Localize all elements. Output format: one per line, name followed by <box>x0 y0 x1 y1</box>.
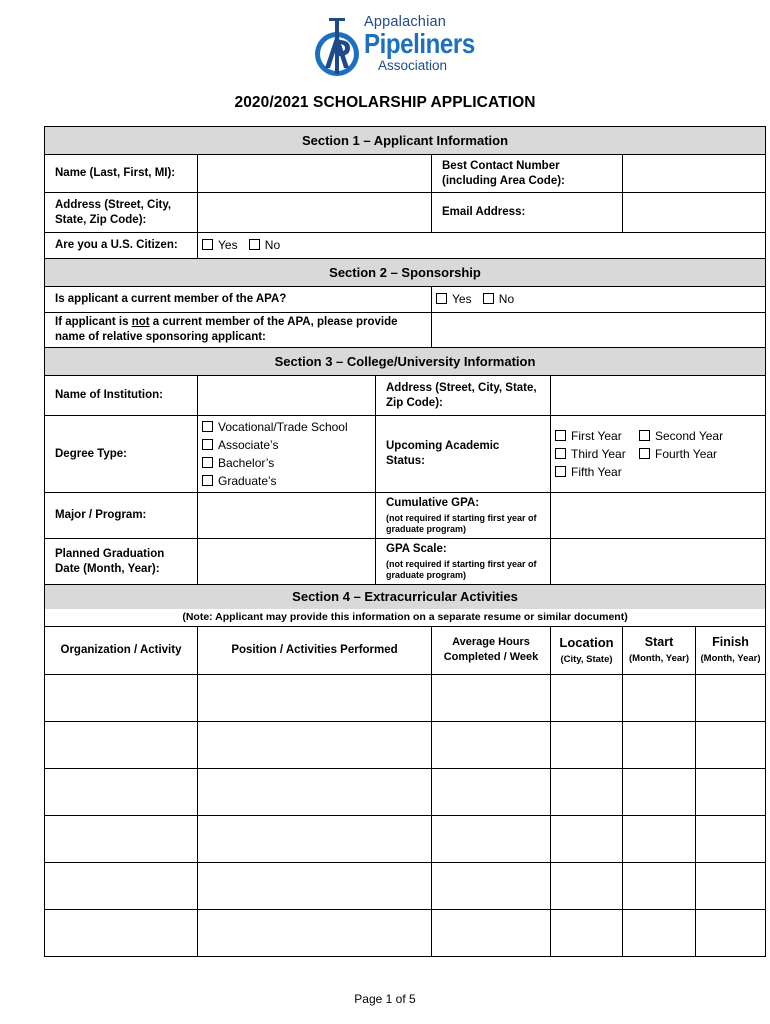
degree-vocational-label: Vocational/Trade School <box>218 420 348 434</box>
status-fifth-year-checkbox[interactable] <box>555 466 566 477</box>
apa-member-options <box>432 287 766 313</box>
status-fourth-year-checkbox[interactable] <box>639 448 650 459</box>
gpa-scale-note: (not required if starting first year of graduate program) <box>386 559 537 580</box>
header-finish-text: Finish <box>712 635 749 649</box>
activity-cell[interactable] <box>45 768 198 815</box>
apa-member-yes-checkbox[interactable] <box>436 293 447 304</box>
status-second-year-checkbox[interactable] <box>639 430 650 441</box>
activity-cell[interactable] <box>551 768 623 815</box>
institution-address-field[interactable] <box>551 376 766 416</box>
activity-cell[interactable] <box>432 768 551 815</box>
status-second-year-label: Second Year <box>655 429 724 443</box>
major-label: Major / Program: <box>45 493 198 539</box>
gpa-scale-field[interactable] <box>551 539 766 585</box>
section-4-header: Section 4 – Extracurricular Activities <box>45 585 766 609</box>
activity-cell[interactable] <box>696 721 766 768</box>
logo-line-pipeliners: Pipeliners <box>364 28 475 59</box>
citizen-no-label: No <box>264 237 281 252</box>
activity-cell[interactable] <box>696 909 766 956</box>
section-3-header: Section 3 – College/University Information <box>45 348 766 376</box>
degree-associates-label: Associate’s <box>218 438 279 452</box>
header-position: Position / Activities Performed <box>198 626 432 674</box>
header-start-text: Start <box>644 635 674 649</box>
sponsor-label-pre: If applicant is <box>55 316 132 328</box>
degree-bachelors-checkbox[interactable] <box>202 457 213 468</box>
activity-cell[interactable] <box>623 768 696 815</box>
contact-number-label: Best Contact Number (including Area Code): <box>432 155 623 193</box>
section-2-header: Section 2 – Sponsorship <box>45 259 766 287</box>
activity-cell[interactable] <box>623 815 696 862</box>
activity-cell[interactable] <box>551 721 623 768</box>
document-title: 2020/2021 SCHOLARSHIP APPLICATION <box>234 94 536 111</box>
gpa-label-text: Cumulative GPA: <box>386 497 480 509</box>
graduation-date-field[interactable] <box>198 539 376 585</box>
sponsor-label-not: not <box>131 316 150 328</box>
gpa-field[interactable] <box>551 493 766 539</box>
status-fifth-year-label: Fifth Year <box>571 465 622 479</box>
activity-cell[interactable] <box>45 862 198 909</box>
academic-status-label: Upcoming Academic Status: <box>376 416 551 493</box>
gpa-label <box>376 493 551 539</box>
header-location <box>551 626 623 674</box>
gpa-scale-label-text: GPA Scale: <box>386 543 447 555</box>
apa-member-yes-label: Yes <box>452 291 472 306</box>
activity-cell[interactable] <box>45 815 198 862</box>
degree-graduates-label: Graduate’s <box>218 474 277 488</box>
activity-cell[interactable] <box>696 674 766 721</box>
address-label: Address (Street, City, State, Zip Code): <box>45 193 198 233</box>
citizen-no-checkbox[interactable] <box>249 239 260 250</box>
page-number: Page 1 of 5 <box>354 992 416 1006</box>
association-logo <box>312 14 475 84</box>
header-start-sub: (Month, Year) <box>629 653 689 664</box>
activity-cell[interactable] <box>551 909 623 956</box>
status-third-year-checkbox[interactable] <box>555 448 566 459</box>
activity-cell[interactable] <box>432 721 551 768</box>
table-row <box>45 674 766 721</box>
degree-bachelors-label: Bachelor’s <box>218 456 275 470</box>
activity-cell[interactable] <box>623 862 696 909</box>
activity-cell[interactable] <box>551 674 623 721</box>
activity-cell[interactable] <box>198 674 432 721</box>
application-form <box>44 126 766 957</box>
activity-cell[interactable] <box>198 815 432 862</box>
activity-cell[interactable] <box>432 674 551 721</box>
status-third-year-label: Third Year <box>571 447 626 461</box>
sponsor-name-field[interactable] <box>432 313 766 348</box>
activity-cell[interactable] <box>696 768 766 815</box>
activity-cell[interactable] <box>432 909 551 956</box>
activity-cell[interactable] <box>45 721 198 768</box>
name-label: Name (Last, First, MI): <box>45 155 198 193</box>
citizen-yes-label: Yes <box>218 237 238 252</box>
logo-line-appalachian: Appalachian <box>364 14 447 30</box>
gpa-scale-label <box>376 539 551 585</box>
degree-type-label: Degree Type: <box>45 416 198 493</box>
activity-cell[interactable] <box>45 674 198 721</box>
institution-address-label: Address (Street, City, State, Zip Code): <box>376 376 551 416</box>
logo-line-association: Association <box>378 58 448 73</box>
activity-cell[interactable] <box>551 862 623 909</box>
apa-member-no-checkbox[interactable] <box>483 293 494 304</box>
header-start <box>623 626 696 674</box>
table-row <box>45 862 766 909</box>
name-field[interactable] <box>198 155 432 193</box>
activity-cell[interactable] <box>696 815 766 862</box>
sponsor-label-post: a current member of the APA, please provide name of relative sponsoring applicant: <box>55 316 398 343</box>
section-4-note: (Note: Applicant may provide this information on a separate resume or similar document) <box>45 609 766 627</box>
header-finish <box>696 626 766 674</box>
degree-associates-checkbox[interactable] <box>202 439 213 450</box>
status-first-year-checkbox[interactable] <box>555 430 566 441</box>
degree-vocational-checkbox[interactable] <box>202 421 213 432</box>
degree-type-options <box>198 416 376 493</box>
address-field[interactable] <box>198 193 432 233</box>
table-row <box>45 721 766 768</box>
contact-number-field[interactable] <box>623 155 766 193</box>
activity-cell[interactable] <box>432 815 551 862</box>
table-row <box>45 768 766 815</box>
status-fourth-year-label: Fourth Year <box>655 447 718 461</box>
citizen-yes-checkbox[interactable] <box>202 239 213 250</box>
activity-cell[interactable] <box>696 862 766 909</box>
activity-cell[interactable] <box>198 909 432 956</box>
activity-cell[interactable] <box>198 768 432 815</box>
graduation-date-label: Planned Graduation Date (Month, Year): <box>45 539 198 585</box>
activity-cell[interactable] <box>45 909 198 956</box>
academic-status-options <box>551 416 766 493</box>
email-label: Email Address: <box>432 193 623 233</box>
major-field[interactable] <box>198 493 376 539</box>
status-first-year-label: First Year <box>571 429 622 443</box>
activity-cell[interactable] <box>198 862 432 909</box>
citizen-options <box>198 233 766 259</box>
section-1-header: Section 1 – Applicant Information <box>45 127 766 155</box>
activity-cell[interactable] <box>623 674 696 721</box>
activity-cell[interactable] <box>198 721 432 768</box>
header-finish-sub: (Month, Year) <box>700 653 761 664</box>
header-average-hours: Average Hours Completed / Week <box>432 626 551 674</box>
activity-cell[interactable] <box>623 721 696 768</box>
apa-member-label: Is applicant a current member of the APA? <box>45 287 432 313</box>
activity-cell[interactable] <box>551 815 623 862</box>
sponsor-label <box>45 313 432 348</box>
activity-cell[interactable] <box>623 909 696 956</box>
activity-cell[interactable] <box>432 862 551 909</box>
institution-label: Name of Institution: <box>45 376 198 416</box>
header-location-sub: (City, State) <box>560 653 613 665</box>
degree-graduates-checkbox[interactable] <box>202 475 213 486</box>
pipeliners-logo-icon <box>312 18 362 80</box>
header-location-text: Location <box>559 634 614 650</box>
email-field[interactable] <box>623 193 766 233</box>
table-row <box>45 909 766 956</box>
header-organization: Organization / Activity <box>45 626 198 674</box>
gpa-note: (not required if starting first year of graduate program) <box>386 513 537 534</box>
table-row <box>45 815 766 862</box>
citizen-label: Are you a U.S. Citizen: <box>45 233 198 259</box>
apa-member-no-label: No <box>498 291 515 306</box>
institution-field[interactable] <box>198 376 376 416</box>
